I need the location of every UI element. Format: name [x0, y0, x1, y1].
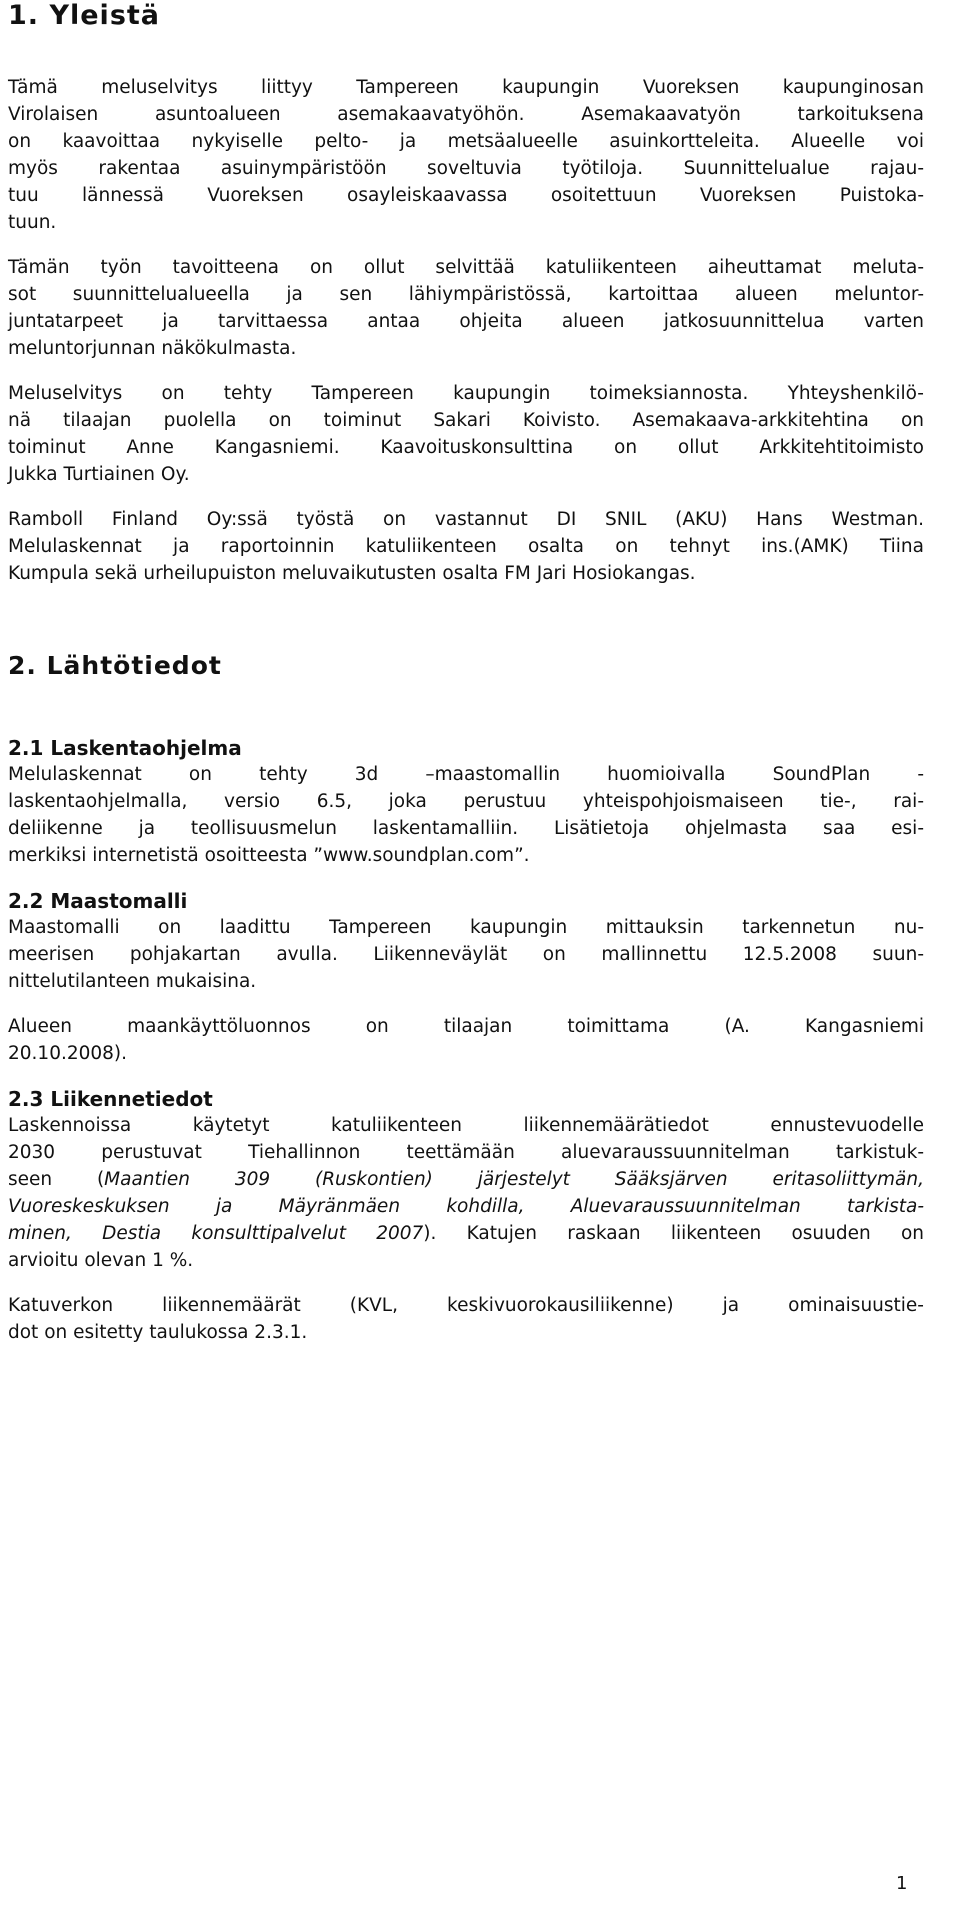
citation-italic: minen, Destia konsulttipalvelut 2007: [8, 1223, 424, 1244]
paragraph-line: [8, 1222, 924, 1246]
paragraph-text: ). Katujen raskaan liikenteen osuuden on: [423, 1223, 924, 1244]
paragraph-line: Laskennoissa käytetyt katuliikenteen liikennemäärätiedot ennustevuodelle: [8, 1115, 924, 1136]
paragraph-line: juntatarpeet ja tarvittaessa antaa ohjeita alueen jatkosuunnittelua varten: [8, 311, 924, 332]
citation-italic: Maantien 309 (Ruskontien) järjestelyt Sääksjärven eritasoliittymän,: [104, 1169, 924, 1190]
paragraph-line: [8, 1168, 924, 1192]
page-number: 1: [896, 1873, 908, 1894]
subsection-heading-2-2: 2.2 Maastomalli: [8, 889, 188, 913]
paragraph-text: seen (: [8, 1169, 105, 1190]
paragraph-line-italic: Vuoreskeskuksen ja Mäyränmäen kohdilla, Aluevaraussuunnitelman tarkista-: [8, 1196, 924, 1217]
paragraph-line: Ramboll Finland Oy:ssä työstä on vastannut DI SNIL (AKU) Hans Westman.: [8, 509, 924, 530]
paragraph-line: Tämän työn tavoitteena on ollut selvittää katuliikenteen aiheuttamat meluta-: [8, 257, 924, 278]
section-heading-1: 1. Yleistä: [8, 0, 161, 31]
paragraph-line: Maastomalli on laadittu Tampereen kaupungin mittauksin tarkennetun nu-: [8, 917, 924, 938]
paragraph-line: myös rakentaa asuinympäristöön soveltuvia työtiloja. Suunnittelualue rajau-: [8, 158, 924, 179]
paragraph-line: on kaavoittaa nykyiselle pelto- ja metsäalueelle asuinkortteleita. Alueelle voi: [8, 131, 924, 152]
paragraph-line: Tämä meluselvitys liittyy Tampereen kaupungin Vuoreksen kaupunginosan: [8, 77, 924, 98]
paragraph-line: Alueen maankäyttöluonnos on tilaajan toimittama (A. Kangasniemi: [8, 1016, 924, 1037]
paragraph-line: Virolaisen asuntoalueen asemakaavatyöhön. Asemakaavatyön tarkoituksena: [8, 104, 924, 125]
paragraph-line: nittelutilanteen mukaisina.: [8, 971, 257, 992]
paragraph-line: Melulaskennat ja raportoinnin katuliikenteen osalta on tehnyt ins.(AMK) Tiina: [8, 536, 924, 557]
paragraph-line: sot suunnittelualueella ja sen lähiympäristössä, kartoittaa alueen meluntor-: [8, 284, 924, 305]
paragraph-line: nä tilaajan puolella on toiminut Sakari Koivisto. Asemakaava-arkkitehtina on: [8, 410, 924, 431]
section-heading-2: 2. Lähtötiedot: [8, 651, 222, 680]
paragraph-line: Jukka Turtiainen Oy.: [8, 464, 190, 485]
paragraph-line: Melulaskennat on tehty 3d –maastomallin huomioivalla SoundPlan -: [8, 764, 924, 785]
paragraph-line: arvioitu olevan 1 %.: [8, 1250, 194, 1271]
paragraph-line: dot on esitetty taulukossa 2.3.1.: [8, 1322, 308, 1343]
paragraph-line: tuun.: [8, 212, 57, 233]
paragraph-line: laskentaohjelmalla, versio 6.5, joka perustuu yhteispohjoismaiseen tie-, rai-: [8, 791, 924, 812]
paragraph-line: Kumpula sekä urheilupuiston meluvaikutusten osalta FM Jari Hosiokangas.: [8, 563, 696, 584]
paragraph-line: meerisen pohjakartan avulla. Liikenneväylät on mallinnettu 12.5.2008 suun-: [8, 944, 924, 965]
paragraph-line: Katuverkon liikennemäärät (KVL, keskivuorokausiliikenne) ja ominaisuustie-: [8, 1295, 924, 1316]
paragraph-line: meluntorjunnan näkökulmasta.: [8, 338, 297, 359]
paragraph-line: toiminut Anne Kangasniemi. Kaavoituskonsulttina on ollut Arkkitehtitoimisto: [8, 437, 924, 458]
paragraph-line: deliikenne ja teollisuusmelun laskentamalliin. Lisätietoja ohjelmasta saa esi-: [8, 818, 924, 839]
subsection-heading-2-1: 2.1 Laskentaohjelma: [8, 736, 242, 760]
paragraph-line: merkiksi internetistä osoitteesta ”www.soundplan.com”.: [8, 845, 530, 866]
paragraph-line: tuu lännessä Vuoreksen osayleiskaavassa osoitettuun Vuoreksen Puistoka-: [8, 185, 924, 206]
subsection-heading-2-3: 2.3 Liikennetiedot: [8, 1087, 213, 1111]
paragraph-line: 2030 perustuvat Tiehallinnon teettämään aluevaraussuunnitelman tarkistuk-: [8, 1142, 924, 1163]
paragraph-line: 20.10.2008).: [8, 1043, 128, 1064]
paragraph-line: Meluselvitys on tehty Tampereen kaupungin toimeksiannosta. Yhteyshenkilö-: [8, 383, 924, 404]
